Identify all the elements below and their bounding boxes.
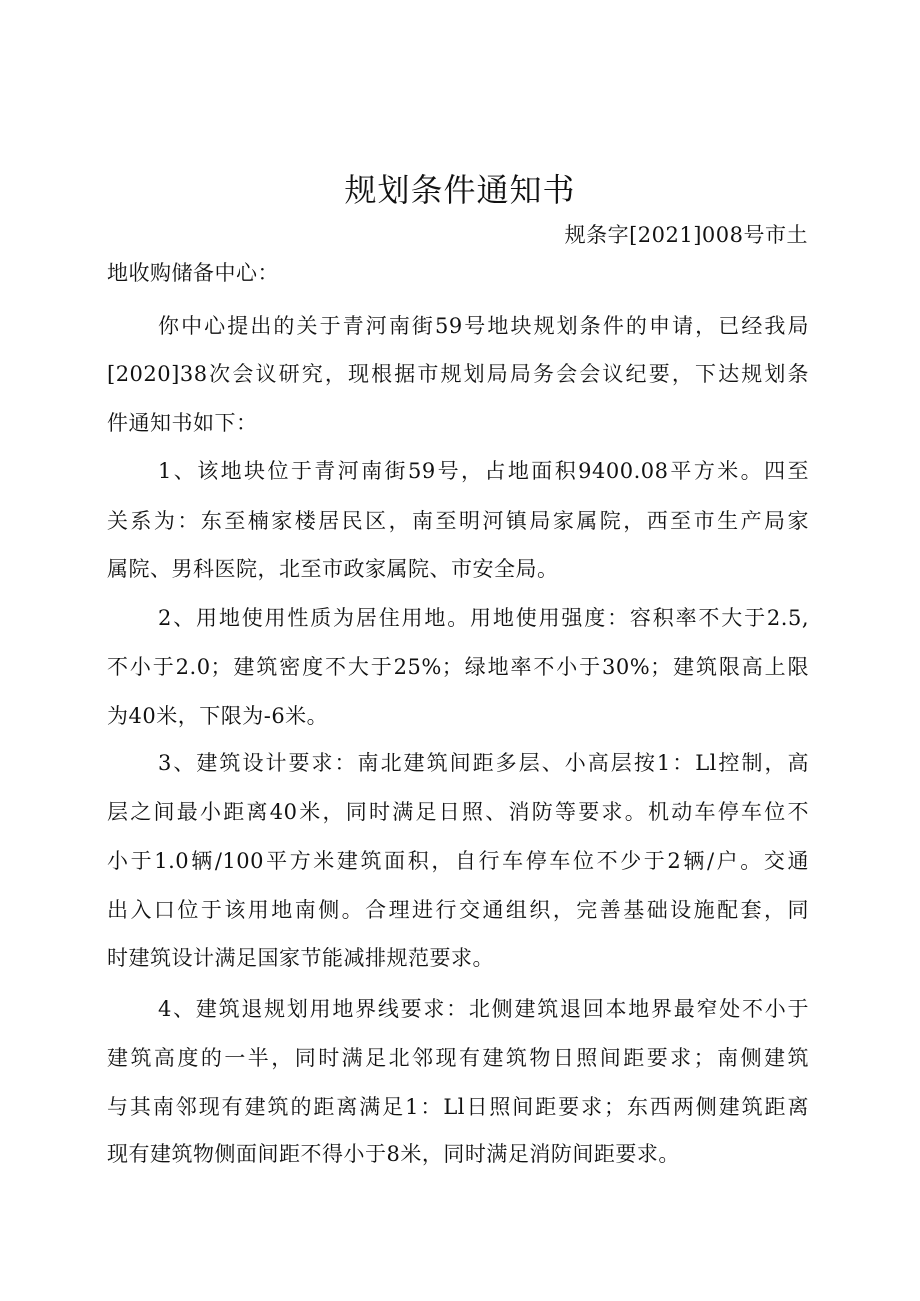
reference-number: 规条字[2021]008号市土: [564, 223, 808, 247]
paragraph-line: 件通知书如下：: [107, 411, 258, 435]
paragraph-line: 不小于2.0；建筑密度不大于25%；绿地率不小于30%；建筑限高上限: [107, 655, 809, 679]
paragraph-line: 3、建筑设计要求：南北建筑间距多层、小高层按1：Ll控制，高: [158, 751, 809, 775]
paragraph-line: 现有建筑物侧面间距不得小于8米，同时满足消防间距要求。: [107, 1142, 680, 1166]
paragraph-line: 小于1.0辆/100平方米建筑面积，自行车停车位不少于2辆/户。交通: [107, 849, 809, 873]
paragraph-line: 2、用地使用性质为居住用地。用地使用强度：容积率不大于2.5,: [158, 606, 809, 630]
paragraph-line: [2020]38次会议研究，现根据市规划局局务会会议纪要，下达规划条: [107, 362, 809, 386]
paragraph-line: 1、该地块位于青河南街59号，占地面积9400.08平方米。四至: [158, 459, 809, 483]
addressee: 地收购储备中心：: [107, 261, 279, 285]
paragraph-line: 你中心提出的关于青河南街59号地块规划条件的申请，已经我局: [158, 314, 809, 338]
paragraph-line: 建筑高度的一半，同时满足北邻现有建筑物日照间距要求；南侧建筑: [107, 1046, 809, 1070]
paragraph-line: 属院、男科医院，北至市政家属院、市安全局。: [107, 557, 559, 581]
paragraph-line: 关系为：东至楠家楼居民区，南至明河镇局家属院，西至市生产局家: [107, 509, 809, 533]
paragraph-line: 出入口位于该用地南侧。合理进行交通组织，完善基础设施配套，同: [107, 898, 809, 922]
document-title: 规划条件通知书: [344, 171, 576, 209]
paragraph-line: 时建筑设计满足国家节能减排规范要求。: [107, 946, 494, 970]
paragraph-line: 层之间最小距离40米，同时满足日照、消防等要求。机动车停车位不: [107, 800, 809, 824]
paragraph-line: 与其南邻现有建筑的距离满足1：Ll日照间距要求；东西两侧建筑距离: [107, 1095, 809, 1119]
paragraph-line: 4、建筑退规划用地界线要求：北侧建筑退回本地界最窄处不小于: [158, 997, 809, 1021]
paragraph-line: 为40米，下限为-6米。: [107, 704, 329, 728]
